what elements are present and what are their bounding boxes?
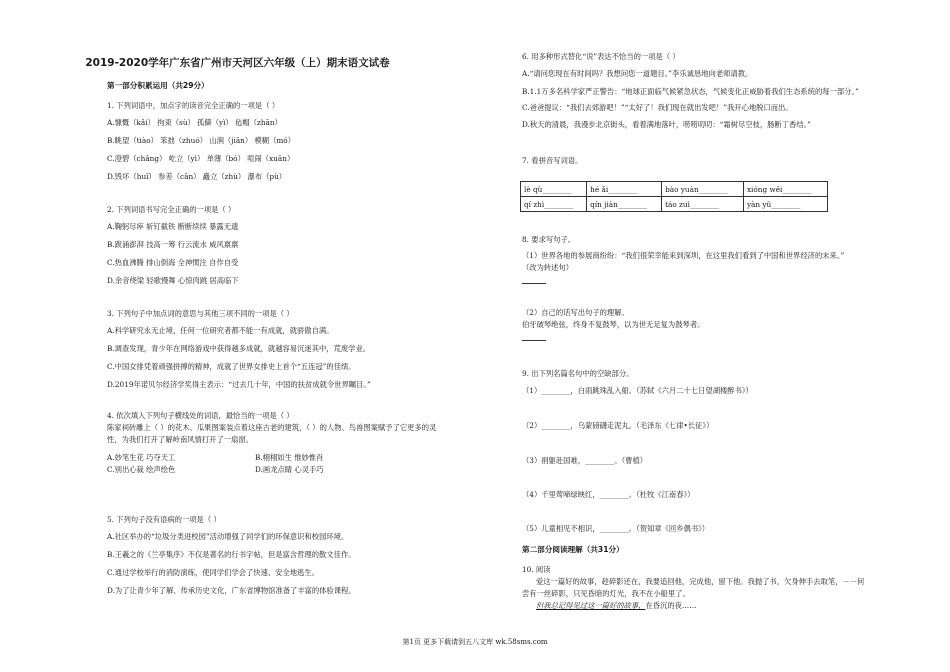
part2-heading: 第二部分阅读理解（共31分） — [522, 545, 624, 554]
pinyin-cell[interactable]: qí zhì________ — [521, 197, 587, 212]
q6-option-c: C.爸爸提议：“我们去郊游吧！”“太好了！我们现在就出发吧！”我开心地脱口而出。 — [522, 103, 793, 112]
q8-item1-line2: （改为转述句） — [522, 263, 574, 272]
q7-stem: 7. 看拼音写词语。 — [522, 156, 583, 165]
q3-stem: 3. 下列句子中加点词的意思与其他三项不同的一项是（ ） — [107, 309, 294, 318]
q3-option-d: D.2019年诺贝尔经济学奖得主表示：“过去几十年，中国的扶贫成就令世界瞩目。” — [107, 380, 371, 389]
q9-item4: （4）千里莺啼绿映红，________。（杜牧《江南春》） — [522, 490, 695, 499]
q4-option-b: B.栩栩如生 惟妙惟肖 — [255, 453, 324, 462]
pinyin-cell[interactable]: qín jiàn________ — [587, 197, 662, 212]
q4-option-c: C.别出心裁 绘声绘色 — [107, 465, 176, 474]
q3-option-b: B.调查发现，青少年在网络游戏中获得越多成就，就越容易沉迷其中，荒废学业。 — [107, 344, 371, 353]
q5-stem: 5. 下列句子没有语病的一项是（ ） — [107, 515, 221, 524]
q10-passage-tail: 在昏沉的夜…… — [645, 601, 697, 610]
q8-item2-line2: 伯牙破琴绝弦，终身不复鼓琴，以为世无足复为鼓琴者。 — [522, 320, 705, 329]
q4-option-a: A.妙笔生花 巧夺天工 — [107, 453, 176, 462]
pinyin-cell[interactable]: lè qù________ — [521, 182, 587, 197]
answer-line[interactable] — [522, 283, 546, 284]
q2-option-b: B.跋涌澎湃 技高一筹 行云流水 威风禀禀 — [107, 240, 239, 249]
q6-option-d: D.秋天的清晨，我漫步北京街头，看着满地落叶，唠唠叨叨：“霜树尽空枝，肠断丁香结。” — [522, 120, 811, 129]
q8-stem: 8. 要求写句子。 — [522, 235, 576, 244]
part1-heading: 第一部分积累运用（共29分） — [107, 81, 209, 90]
q9-item3: （3）捐躯赴国难，________。（曹植） — [522, 456, 648, 465]
q6-option-a: A.“请问您现在有时间吗？我想问您一道题目。”李乐诚恳地向老师请教。 — [522, 69, 753, 78]
q4-stem: 4. 依次填入下列句子横线处的词语，最恰当的一项是（ ） — [107, 411, 294, 420]
q2-option-a: A.鞠躬尽瘁 斩钉截铁 断断续续 暴露无遗 — [107, 222, 239, 231]
q3-option-c: C.中国女排凭着顽强拼搏的精神，成就了世界女排史上首个“五连冠”的佳绩。 — [107, 362, 356, 371]
pinyin-table — [520, 181, 828, 212]
q6-option-b: B.1.1万多名科学家严正警告：“地球正面临气候紧急状态，气候变化正威胁着我们生态系统的每一部分。” — [522, 87, 859, 96]
q4-option-d: D.画龙点睛 心灵手巧 — [255, 465, 324, 474]
pinyin-row — [521, 197, 828, 212]
q2-option-d: D.余音绕梁 轻歌慢舞 心惊肉跳 居高临下 — [107, 276, 239, 285]
q2-option-c: C.热血沸腾 排山倒海 全神惯注 自作自受 — [107, 258, 239, 267]
q4-text-line1: 陈家祠砖雕上（ ）的花木、瓜果图案装点着这座古老的建筑，（ ）的人物、鸟兽图案赋予了它更多的灵 — [107, 423, 437, 432]
q10-passage-line2: 尝有一丝碎影，只见昏暗的灯光，我不在小船里了。 — [522, 589, 690, 598]
pinyin-cell[interactable]: hé ǎi________ — [587, 182, 662, 197]
q5-option-d: D.为了让青少年了解、传承历史文化，广东省博物馆准备了丰富的体验课程。 — [107, 586, 356, 595]
q8-item2-line1: （2）自己的话写出句子的理解。 — [522, 308, 629, 317]
q5-option-a: A.社区举办的“垃圾分类进校园”活动增强了同学们的环保意识和校园环境。 — [107, 532, 349, 541]
q1-option-c: C.澄碧（chǎng） 屹立（yì） 单薄（bó） 喧闹（xuān） — [107, 154, 295, 163]
q10-underlined-sentence: 但我总记得见过这一篇好的故事， — [536, 601, 646, 610]
q1-option-a: A.慷慨（kǎi） 拘束（sù） 孤僻（yì） 毡帽（zhān） — [107, 118, 282, 127]
q4-text-line2: 性，为我们打开了解岭南风情打开了一扇窗。 — [107, 435, 253, 444]
pinyin-cell[interactable]: xióng wěi________ — [743, 182, 827, 197]
page-footer: 第1页 更多下载请到五八文库 wk.58sms.com — [402, 638, 548, 646]
q5-option-c: C.通过学校举行的消防演练，使同学们学会了快速、安全地逃生。 — [107, 568, 319, 577]
q10-passage-line1: 爱这一篇好的故事，趁碎影还在，我要追回他，完成他，留下他。我抛了书，欠身伸手去取笔，－－何 — [536, 577, 865, 586]
answer-line[interactable] — [522, 340, 546, 341]
pinyin-row — [521, 182, 828, 197]
q9-item1: （1）________，白雨跳珠乱入船。（苏轼《六月二十七日望湖楼醉书》） — [522, 386, 753, 395]
pinyin-cell[interactable]: táo zuì________ — [662, 197, 744, 212]
pinyin-cell[interactable]: yàn yǔ________ — [743, 197, 827, 212]
q1-option-b: B.眺望（tiào） 笨拙（zhuó） 山涧（jiān） 模糊（mó） — [107, 136, 295, 145]
q9-item5: （5）儿童相见不相识，________。（贺知章《回乡偶书》） — [522, 524, 710, 533]
q9-stem: 9. 出下列名篇名句中的空缺部分。 — [522, 369, 634, 378]
q10-stem: 10. 阅读 — [522, 565, 551, 574]
q8-item1-line1: （1）世界各地的参展商纷纷：“我们很荣幸能来到深圳，在这里我们看到了中国和世界经济的未来。” — [522, 251, 845, 260]
q1-stem: 1. 下列词语中，加点字的读音完全正确的一项是（ ） — [107, 101, 280, 110]
exam-title: 2019-2020学年广东省广州市天河区六年级（上）期末语文试卷 — [85, 57, 390, 69]
q10-passage-line3 — [536, 601, 697, 612]
pinyin-cell[interactable]: bào yuàn________ — [662, 182, 744, 197]
q3-option-a: A.科学研究永无止境，任何一位研究者都不能一有成就，就骄傲自满。 — [107, 326, 334, 335]
q6-stem: 6. 用多种形式替化“说”表达不恰当的一项是（ ） — [522, 52, 680, 61]
q5-option-b: B.王羲之的《兰亭集序》不仅是著名的行书字帖，但是富含哲理的散文佳作。 — [107, 550, 356, 559]
q2-stem: 2. 下列词语书写完全正确的一项是（ ） — [107, 205, 236, 214]
q9-item2: （2）________，乌蒙磅礴走泥丸。（毛泽东《七律•长征》） — [522, 421, 714, 430]
q1-option-d: D.毁坏（huǐ） 参差（cān） 矗立（zhù） 瀑布（pù） — [107, 172, 287, 181]
